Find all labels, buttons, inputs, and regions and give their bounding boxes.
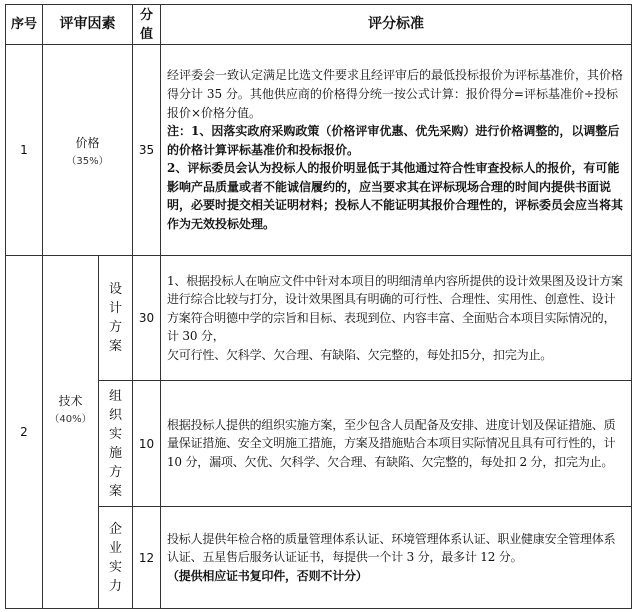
criteria-cell	[161, 381, 632, 507]
table-row-organization	[6, 381, 632, 507]
subfactor-cell	[99, 507, 133, 609]
criteria-text: 根据投标人提供的组织实施方案，至少包含人员配备及安排、进度计划及保证措施、质量保证措施、安全文明施工措施，方案及措施贴合本项目实际情况且具有可行性的，计 10 分，漏项、欠优、欠科学、欠合理、有缺陷、欠完整的，每处扣 2 分，扣完为止。	[167, 417, 616, 469]
factor-weight: （40%）	[49, 414, 92, 425]
header-points: 分值	[133, 5, 161, 45]
criteria-text: 1、根据投标人在响应文件中针对本项目的明细清单内容所提供的设计效果图及设计方案进行综合比较与打分，设计效果图具有明确的可行性、合理性、实用性、创意性、设计方案符合明德中学的宗旨和目标、表现到位、内容丰富、全面贴合本项目实际情况的，计 30 分，	[167, 273, 623, 344]
subfactor-cell	[99, 256, 133, 381]
table-row-design	[6, 256, 632, 381]
subfactor-name: 组织实施方案	[108, 388, 122, 499]
row-points: 35	[133, 45, 161, 256]
scoring-table	[5, 4, 632, 609]
table-row-strength	[6, 507, 632, 609]
header-factor: 评审因素	[43, 5, 133, 45]
factor-name: 技术	[58, 394, 83, 408]
criteria-cell	[161, 507, 632, 609]
criteria-note: （提供相应证书复印件，否则不计分）	[167, 568, 368, 583]
criteria-text: 经评委会一致认定满足比选文件要求且经评审后的最低投标报价为评标基准价，其价格得分计 35 分。其他供应商的价格得分统一按公式计算：报价得分=评标基准价÷投标报价×价格分值。	[167, 68, 624, 120]
header-seq: 序号	[6, 5, 43, 45]
cut-off-heading	[14, 0, 74, 3]
subfactor-name: 企业实力	[108, 521, 122, 594]
row-seq: 1	[6, 45, 43, 256]
criteria-note-1: 注：1、因落实政府采购政策（价格评审优惠、优先采购）进行价格调整的，以调整后的价格计算评标基准价和投标报价。	[167, 124, 620, 157]
table-row-price	[6, 45, 632, 256]
criteria-cell	[161, 256, 632, 381]
tech-factor-cell	[43, 256, 99, 609]
factor-weight: （35%）	[66, 155, 109, 167]
row-points: 12	[133, 507, 161, 609]
row-points: 10	[133, 381, 161, 507]
row-points: 30	[133, 256, 161, 381]
table-header-row	[6, 5, 632, 45]
factor-name: 价格	[75, 135, 100, 150]
criteria-cell	[161, 45, 632, 256]
header-criteria: 评分标准	[161, 5, 632, 45]
criteria-note-2: 2、评标委员会认为投标人的报价明显低于其他通过符合性审查投标人的报价，有可能影响产品质量或者不能诚信履约的，应当要求其在评标现场合理的时间内提供书面说明，必要时提交相关证明材料；投标人不能证明其报价合理性的，评标委员会应当将其作为无效投标处理。	[167, 161, 624, 232]
criteria-text-2: 欠可行性、欠科学、欠合理、有缺陷、欠完整的，每处扣5分，扣完为止。	[167, 347, 553, 362]
criteria-text: 投标人提供年检合格的质量管理体系认证、环境管理体系认证、职业健康安全管理体系认证、五星售后服务认证证书，每提供一个计 3 分，最多计 12 分。	[167, 531, 616, 565]
subfactor-cell	[99, 381, 133, 507]
row-seq: 2	[6, 256, 43, 609]
subfactor-name: 设计方案	[108, 282, 122, 354]
price-factor-cell	[43, 45, 133, 256]
